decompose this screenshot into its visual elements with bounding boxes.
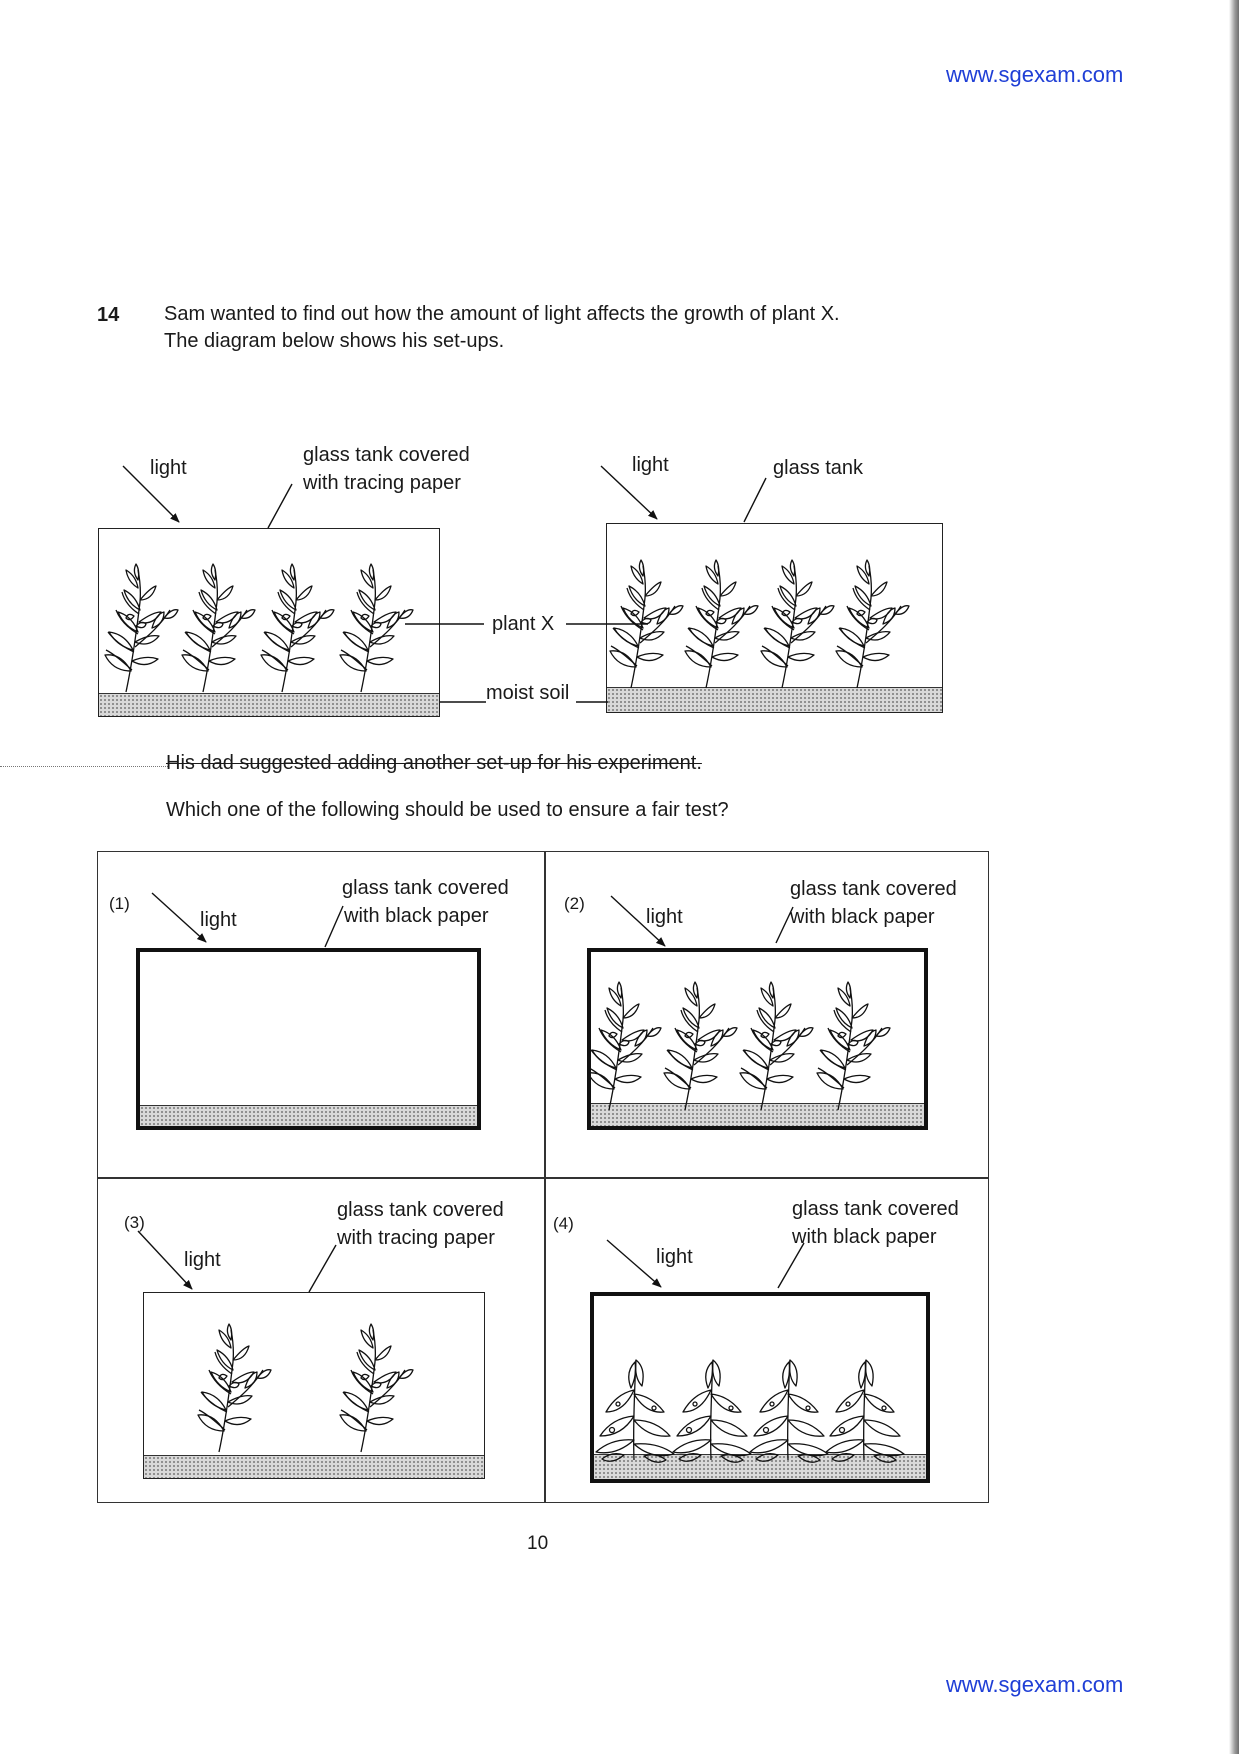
option-2-light-label: light [646,906,683,928]
setup-right-light-label: light [632,454,669,476]
option-2-tank-label: glass tank covered with black paper [790,878,957,928]
question-line-1: Sam wanted to find out how the amount of light affects the growth of plant X. [164,303,840,325]
footer-url[interactable]: www.sgexam.com [946,1672,1124,1697]
option-4-tank-label: glass tank covered with black paper [792,1198,959,1248]
header-url[interactable]: www.sgexam.com [946,62,1124,87]
option-1-number: (1) [109,894,130,913]
followup-statement: His dad suggested adding another set-up for his experiment. [166,752,702,774]
option-4-light-label: light [656,1246,693,1268]
plant-x-label: plant X [492,613,555,635]
option-2-number: (2) [564,894,585,913]
setup-left-tank-label: glass tank covered with tracing paper [303,444,470,494]
question-number: 14 [97,304,120,326]
scan-edge-shadow [1229,0,1239,1754]
setup-right-tank-label: glass tank [773,457,864,479]
setup-left-light-label: light [150,457,187,479]
option-1-tank-label: glass tank covered with black paper [342,877,509,927]
option-3-number: (3) [124,1213,145,1232]
option-3-tank-label: glass tank covered with tracing paper [337,1199,504,1249]
question-line-2: The diagram below shows his set-ups. [164,330,505,352]
moist-soil-label: moist soil [486,682,570,704]
option-3-light-label: light [184,1249,221,1271]
followup-prompt: Which one of the following should be used to ensure a fair test? [166,799,729,821]
option-1-light-label: light [200,909,237,931]
page-number: 10 [527,1533,549,1554]
option-4-number: (4) [553,1214,574,1233]
